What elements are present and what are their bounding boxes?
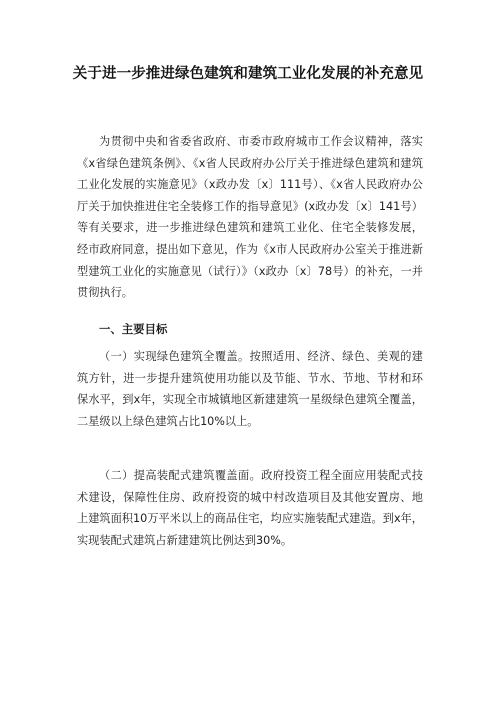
intro-paragraph: 为贯彻中央和省委省政府、市委市政府城市工作会议精神，落实《x省绿色建筑条例》、《x省人民政府办公厅关于推进绿色建筑和建筑工业化发展的实施意见》（x政办发〔x〕111号）、《x省人民政府办公厅关于加快推进住宅全装修工作的指导意见》(x政办发〔x〕141号）等有关要求，进一步推进绿色建筑和建筑工业化、住宅全装修发展，经市政府同意，提出如下意见，作为《x市人民政府办公室关于推进新型建筑工业化的实施意见（试行）》（x政办〔x〕78号）的补充，一并贯彻执行。: [77, 135, 423, 300]
document-title: 关于进一步推进绿色建筑和建筑工业化发展的补充意见: [72, 66, 424, 82]
point-two-paragraph: （二）提高装配式建筑覆盖面。政府投资工程全面应用装配式技术建设，保障性住房、政府投资的城中村改造项目及其他安置房、地上建筑面积10万平米以上的商品住宅，均应实施装配式建造。到x年，实现装配式建筑占新建建筑比例达到30%。: [77, 469, 423, 547]
point-one-paragraph: （一）实现绿色建筑全覆盖。按照适用、经济、绿色、美观的建筑方针，进一步提升建筑使用功能以及节能、节水、节地、节材和环保水平，到x年，实现全市城镇地区新建建筑一星级绿色建筑全覆盖，二星级以上绿色建筑占比10%以上。: [77, 350, 423, 428]
section-heading: 一、主要目标: [99, 322, 168, 336]
